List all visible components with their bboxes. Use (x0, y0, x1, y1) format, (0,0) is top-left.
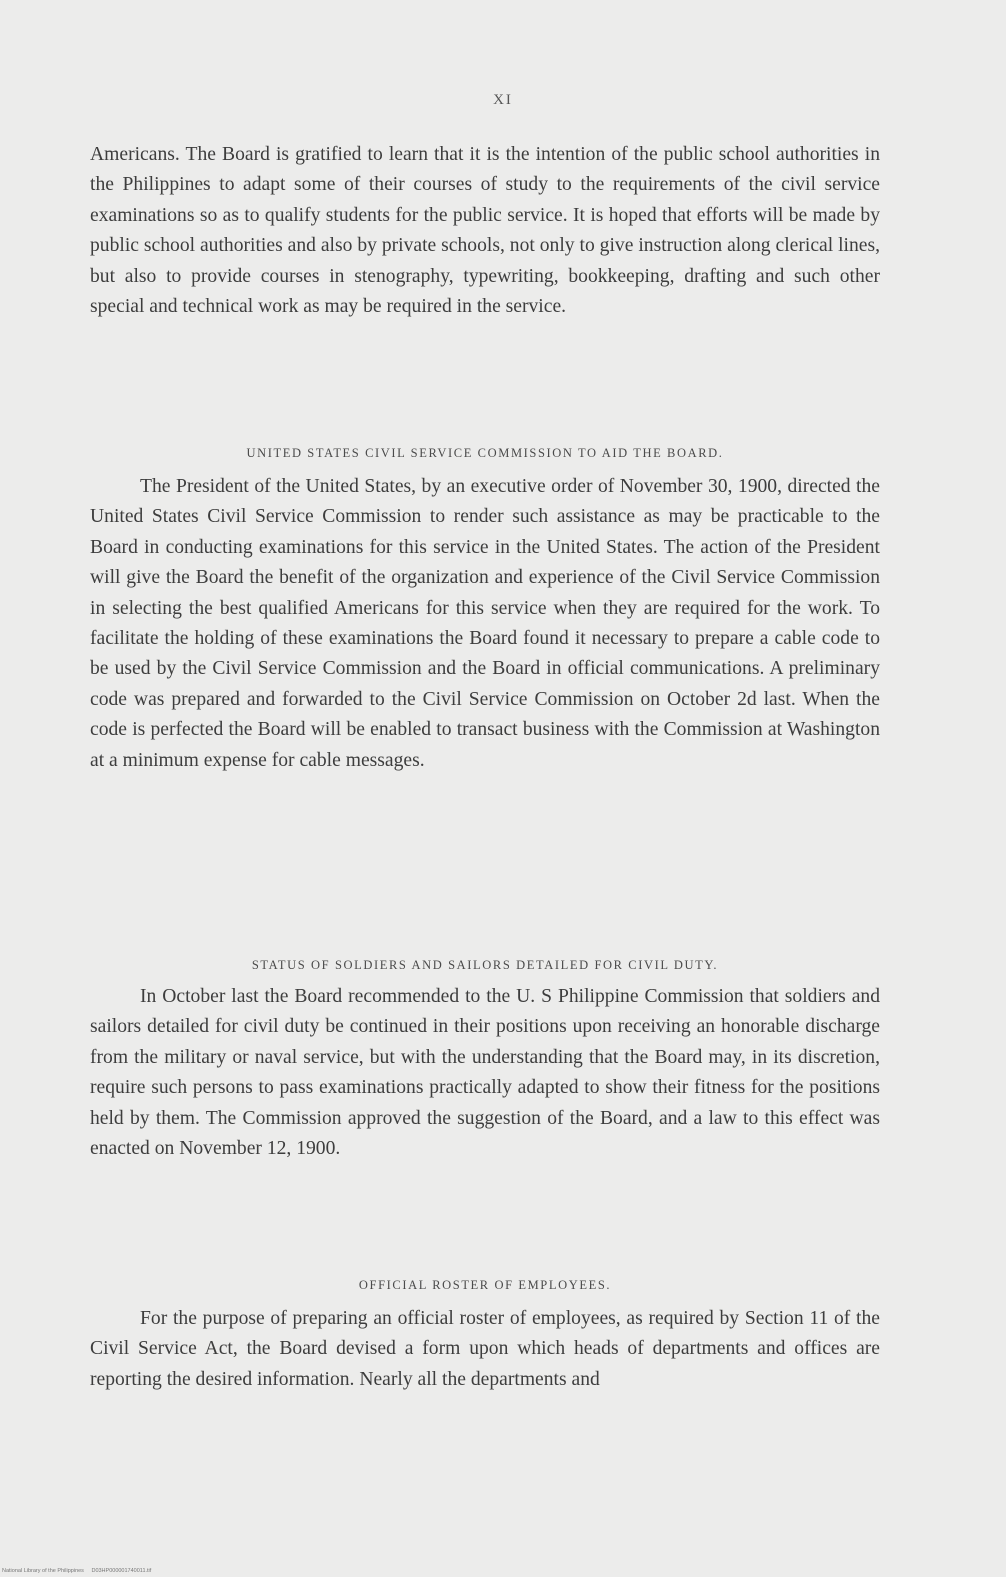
commission-section-heading: UNITED STATES CIVIL SERVICE COMMISSION TO AID THE BOARD. (246, 446, 724, 460)
page-number: XI (493, 92, 513, 108)
intro-paragraph: Americans. The Board is gratified to learn that it is the intention of the public school authorities in the Philippines to adapt some of their courses of study to the requirements of the civil service examinations so as to qualify students for the public service. It is hoped that efforts will be made by public school authorities and also by private schools, not only to give instruction along clerical lines, but also to provide courses in stenography, typewriting, bookkeeping, drafting and such other special and technical work as may be required in the service. (90, 144, 880, 318)
commission-paragraph: The President of the United States, by an executive order of November 30, 1900, directed the United States Civil Service Commission to render such assistance as may be practicable to the Board in conducting examinations for this service in the United States. The action of the President will give the Board the benefit of the organization and experience of the Civil Service Commission in selecting the best qualified Americans for this service when they are required for the work. To facilitate the holding of these examinations the Board found it necessary to prepare a cable code to be used by the Civil Service Commission and the Board in official communications. A preliminary code was prepared and forwarded to the Civil Service Commission on October 2d last. When the code is perfected the Board will be enabled to transact business with the Commission at Washington at a minimum expense for cable messages. (90, 476, 880, 771)
soldiers-paragraph: In October last the Board recommended to the U. S Philippine Commission that soldiers and sailors detailed for civil duty be continued in their positions upon receiving an honorable discharge from the military or naval service, but with the understanding that the Board may, in its discretion, require such persons to pass examinations practically adapted to show their fitness for the positions held by them. The Commission approved the suggestion of the Board, and a law to this effect was enacted on November 12, 1900. (90, 986, 880, 1160)
scan-footer (2, 1568, 151, 1574)
scan-identifier: D03HP000001740011.tif (91, 1568, 152, 1574)
soldiers-section-heading: STATUS OF SOLDIERS AND SAILORS DETAILED FOR CIVIL DUTY. (251, 958, 719, 972)
roster-paragraph: For the purpose of preparing an official roster of employees, as required by Section 11 of the Civil Service Act, the Board devised a form upon which heads of departments and offices are reporting the desired information. Nearly all the departments and (90, 1308, 880, 1390)
roster-section-heading: OFFICIAL ROSTER OF EMPLOYEES. (358, 1278, 612, 1292)
library-credit: National Library of the Philippines (2, 1568, 84, 1574)
